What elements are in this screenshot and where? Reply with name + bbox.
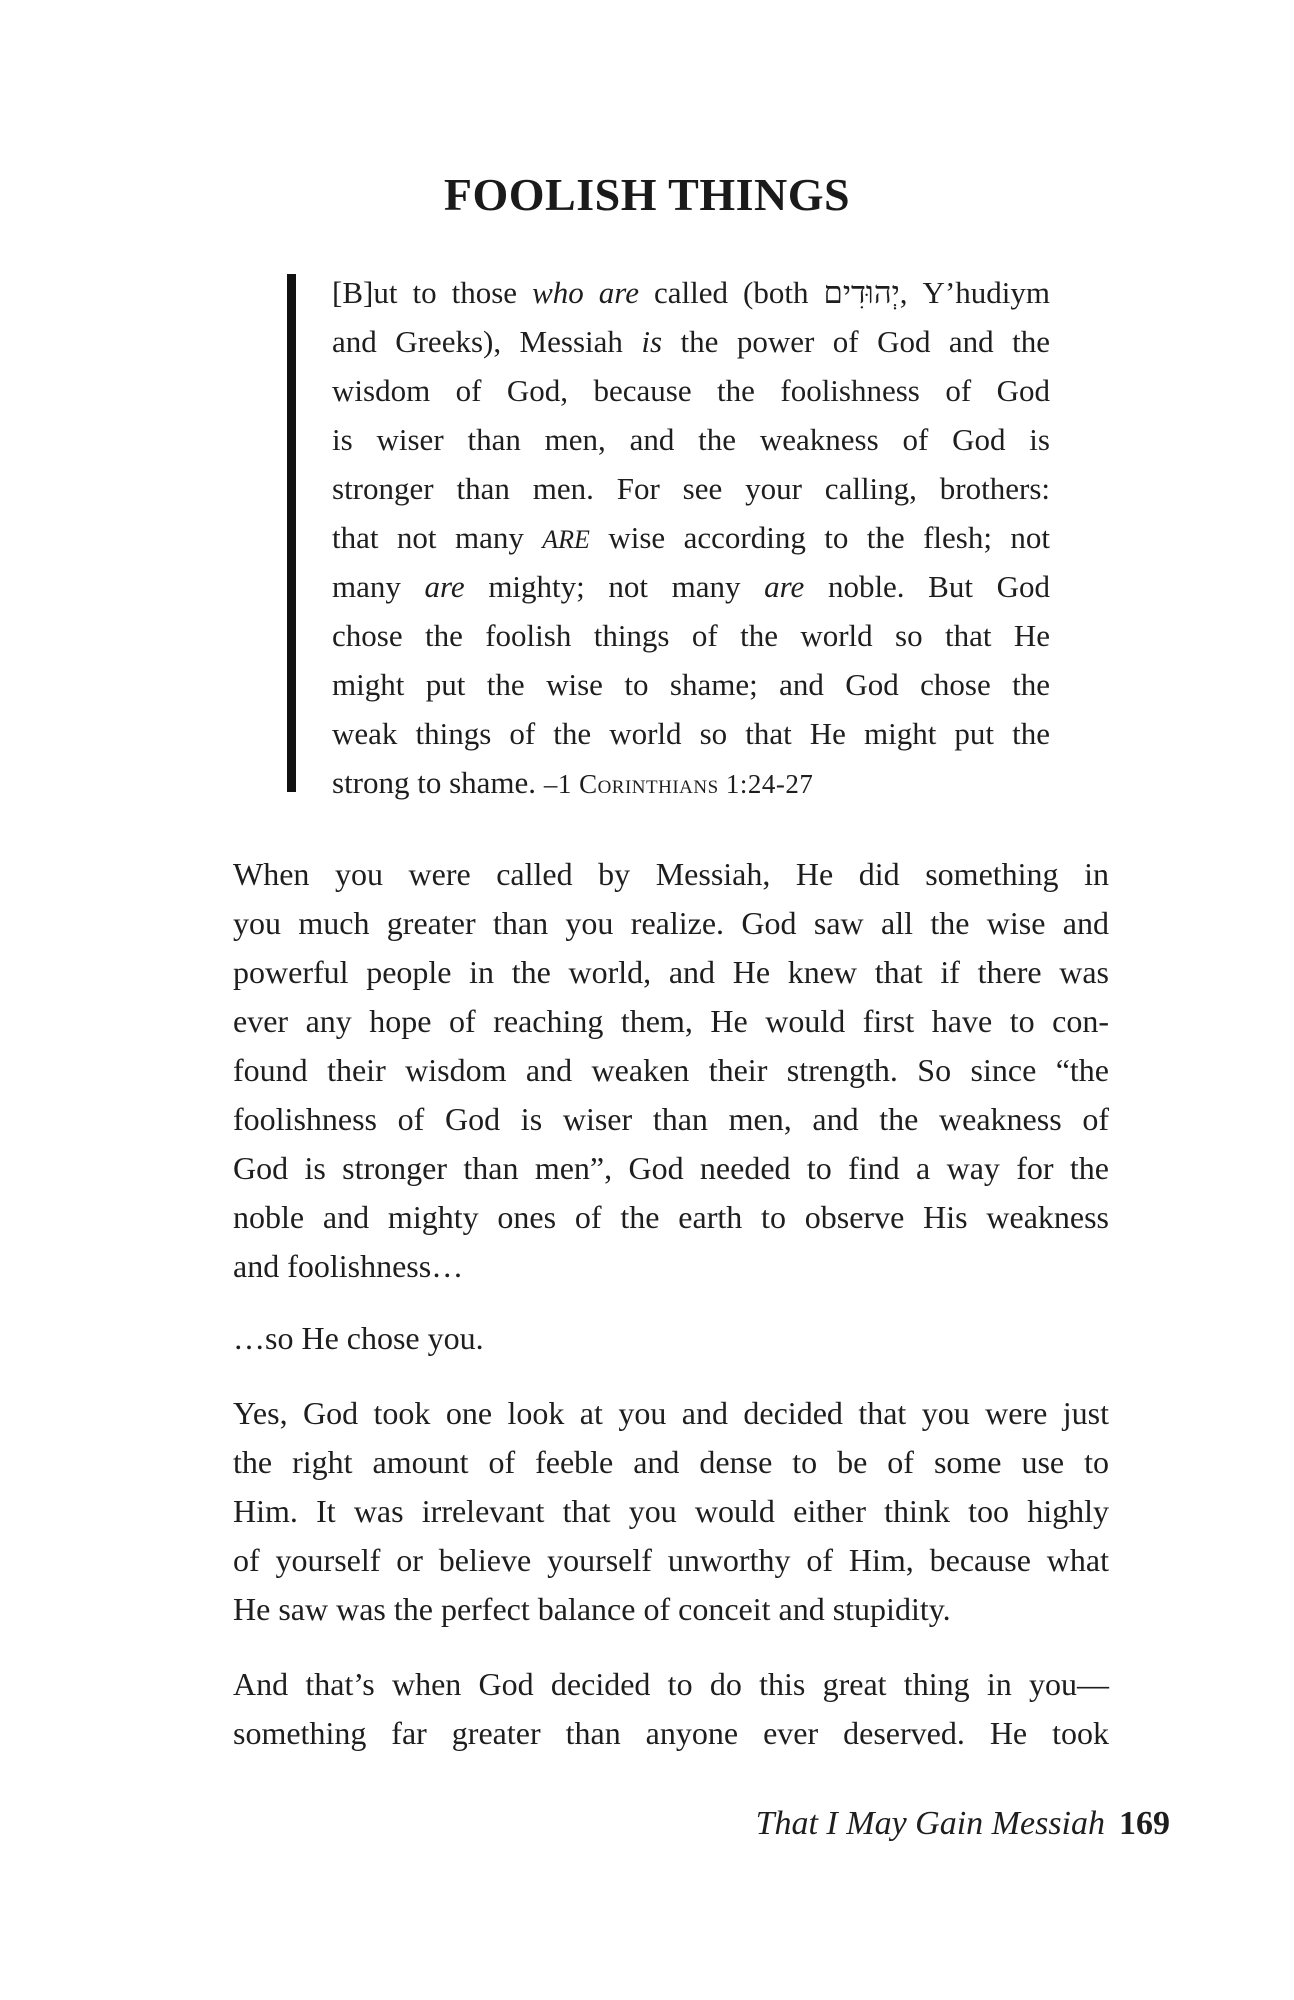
- paragraph-line: the right amount of feeble and dense to be of some use to: [233, 1444, 1109, 1480]
- quote-line: that not many ARE wise according to the flesh; not: [332, 520, 1051, 555]
- paragraph-1: [233, 850, 1109, 1291]
- book-title: That I May Gain Messiah: [755, 1805, 1105, 1842]
- paragraph-line: God is stronger than men”, God needed to find a way for the: [233, 1150, 1109, 1186]
- paragraph-line: found their wisdom and weaken their strength. So since “the: [233, 1052, 1109, 1088]
- paragraph-line: He saw was the perfect balance of conceit and stupidity.: [233, 1591, 951, 1627]
- paragraph-2: [233, 1314, 1109, 1363]
- paragraph-3: [233, 1389, 1109, 1634]
- quote-line: strong to shame. –1 Corinthians 1:24-27: [332, 765, 814, 800]
- quote-line: chose the foolish things of the world so that He: [332, 618, 1050, 653]
- hebrew-word: יְהוּדִים: [823, 275, 900, 310]
- paragraph-line: powerful people in the world, and He knew that if there was: [233, 954, 1109, 990]
- scripture-citation: –1 Corinthians 1:24-27: [543, 769, 814, 799]
- running-footer: [756, 1805, 1170, 1843]
- paragraph-line: you much greater than you realize. God saw all the wise and: [233, 905, 1109, 941]
- paragraph-line: something far greater than anyone ever deserved. He took: [233, 1715, 1109, 1751]
- paragraph-line: When you were called by Messiah, He did something in: [233, 856, 1109, 892]
- paragraph-line: of yourself or believe yourself unworthy of Him, because what: [233, 1542, 1109, 1578]
- quote-line: [B]ut to those who are called (both יְהוּדִים, Y’hudiym: [332, 275, 1050, 310]
- chapter-title: FOOLISH THINGS: [443, 169, 851, 220]
- quote-line: many are mighty; not many are noble. But God: [332, 569, 1050, 604]
- paragraph-line: and foolishness…: [233, 1248, 464, 1284]
- quote-line: wisdom of God, because the foolishness of God: [332, 373, 1050, 408]
- paragraph-line: And that’s when God decided to do this great thing in you—: [233, 1666, 1109, 1702]
- blockquote-rule: [287, 274, 296, 792]
- paragraph-line: ever any hope of reaching them, He would first have to con-: [233, 1003, 1109, 1039]
- scripture-blockquote: [332, 268, 1050, 807]
- paragraph-4: [233, 1660, 1109, 1758]
- quote-line: and Greeks), Messiah is the power of God and the: [332, 324, 1051, 359]
- page-number: 169: [1119, 1805, 1170, 1842]
- paragraph-line: …so He chose you.: [233, 1320, 484, 1356]
- quote-line: might put the wise to shame; and God chose the: [332, 667, 1050, 702]
- paragraph-line: noble and mighty ones of the earth to observe His weakness: [233, 1199, 1109, 1235]
- paragraph-line: foolishness of God is wiser than men, and the weakness of: [233, 1101, 1109, 1137]
- quote-line: is wiser than men, and the weakness of God is: [332, 422, 1050, 457]
- paragraph-line: Him. It was irrelevant that you would either think too highly: [233, 1493, 1109, 1529]
- paragraph-line: Yes, God took one look at you and decided that you were just: [233, 1395, 1109, 1431]
- quote-line: stronger than men. For see your calling, brothers:: [332, 471, 1050, 506]
- quote-line: weak things of the world so that He might put the: [332, 716, 1050, 751]
